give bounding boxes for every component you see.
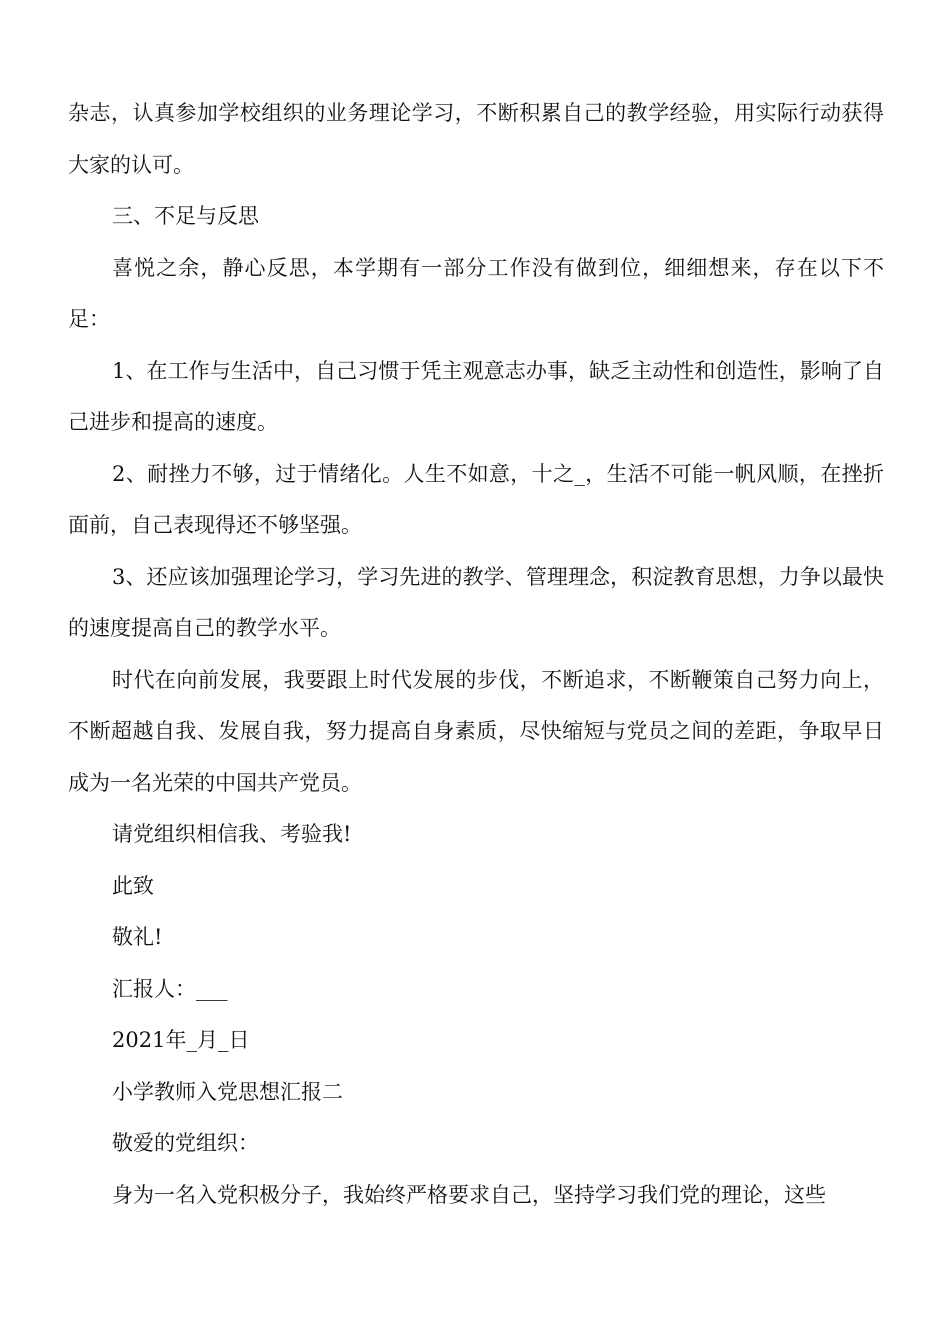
section-heading-shortcomings: 三、不足与反思	[112, 204, 259, 228]
date-line: 2021年_月_日	[112, 1028, 250, 1052]
greeting: 敬爱的党组织：	[112, 1131, 259, 1155]
paragraph-conclusion: 时代在向前发展，我要跟上时代发展的步伐，不断追求，不断鞭策自己努力向上，不断超越自我、发展自我，努力提高自身素质，尽快缩短与党员之间的差距，争取早日成为一名光荣的中国共产党员。	[68, 667, 884, 795]
closing-request: 请党组织相信我、考验我!	[112, 822, 352, 846]
paragraph-opening: 身为一名入党积极分子，我始终严格要求自己，坚持学习我们党的理论，这些	[112, 1182, 826, 1207]
closing-regards: 敬礼!	[112, 925, 163, 949]
paragraph-1: 杂志，认真参加学校组织的业务理论学习，不断积累自己的教学经验，用实际行动获得大家的认可。	[68, 101, 884, 177]
reporter-line: 汇报人：___	[112, 976, 228, 1001]
document-page	[68, 88, 884, 1221]
list-item-3: 3、还应该加强理论学习，学习先进的教学、管理理念，积淀教育思想，力争以最快的速度提高自己的教学水平。	[68, 564, 884, 640]
closing-salutation: 此致	[112, 873, 154, 898]
list-item-2: 2、耐挫力不够，过于情绪化。人生不如意，十之_，生活不可能一帆风顺，在挫折面前，自己表现得还不够坚强。	[68, 461, 884, 537]
paragraph-reflection: 喜悦之余，静心反思，本学期有一部分工作没有做到位，细细想来，存在以下不足：	[68, 255, 884, 331]
section-title-report-two: 小学教师入党思想汇报二	[112, 1079, 343, 1104]
list-item-1: 1、在工作与生活中，自己习惯于凭主观意志办事，缺乏主动性和创造性，影响了自己进步和提高的速度。	[68, 358, 884, 434]
